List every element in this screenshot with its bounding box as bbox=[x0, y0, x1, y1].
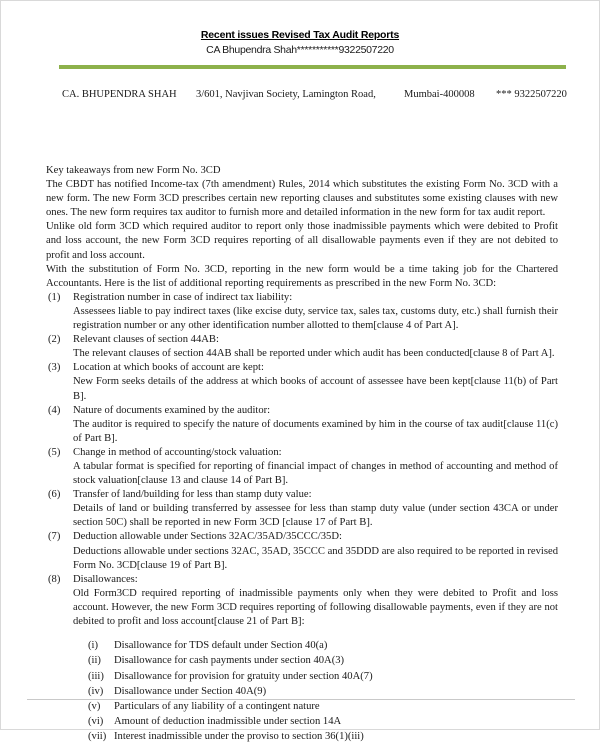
green-divider-rule bbox=[59, 65, 566, 69]
list-item-body: The auditor is required to specify the nature of documents examined by him in the course of tax audit[clause 11(c) of Part B]. bbox=[73, 418, 558, 444]
list-item bbox=[46, 361, 558, 403]
sublist-item-text: Disallowance for provision for gratuity under section 40A(7) bbox=[114, 670, 373, 682]
body-heading: Key takeaways from new Form No. 3CD bbox=[46, 165, 221, 176]
requirements-list bbox=[46, 291, 558, 629]
list-item-heading: Registration number in case of indirect tax liability: bbox=[73, 291, 293, 303]
list-item-marker: (2) bbox=[48, 334, 61, 346]
list-item-heading: Relevant clauses of section 44AB: bbox=[73, 334, 219, 346]
list-item-marker: (8) bbox=[48, 573, 61, 585]
sublist-item-text: Particulars of any liability of a contingent nature bbox=[114, 700, 320, 712]
list-item bbox=[46, 333, 558, 361]
list-item-body: Details of land or building transferred by assessee for less than stamp duty value (under section 43CA or under section 50C) shall be reported in new Form 3CD [clause 17 of Part B]. bbox=[73, 503, 558, 529]
sublist-item-text: Disallowance for TDS default under Section 40(a) bbox=[114, 640, 328, 652]
list-item-body: New Form seeks details of the address at which books of account of assessee have been kept[clause 11(b) of Part B]. bbox=[73, 376, 558, 402]
list-item-body: The relevant clauses of section 44AB shall be reported under which audit has been conducted[clause 8 of Part A]. bbox=[73, 348, 555, 360]
address-street: 3/601, Navjivan Society, Lamington Road, bbox=[196, 89, 376, 100]
document-body bbox=[46, 164, 558, 745]
list-item-body: A tabular format is specified for reporting of financial impact of changes in method of accounting and method of stock valuation[clause 13 and clause 14 of Part B]. bbox=[73, 460, 558, 487]
list-item-heading: Location at which books of account are kept: bbox=[73, 362, 264, 374]
list-item-marker: (7) bbox=[48, 531, 61, 543]
intro-paragraph: The CBDT has notified Income-tax (7th amendment) Rules, 2014 which substitutes the existing Form No. 3CD with a new form. The new Form 3CD prescribes certain new reporting clauses and substitutes some existing clauses with new ones. The new form requires tax auditor to furnish more and detailed information in the new form for tax audit report. bbox=[46, 179, 558, 219]
list-item-heading: Change in method of accounting/stock valuation: bbox=[73, 446, 282, 458]
intro-paragraph: With the substitution of Form No. 3CD, reporting in the new form would be a time taking job for the Chartered Accountants. Here is the list of additional reporting requirements as prescribed in the new Form No. 3CD: bbox=[46, 263, 558, 289]
intro-paragraph: Unlike old form 3CD which required auditor to report only those inadmissible payments which were debited to Profit and loss account, the new Form 3CD requires reporting of all disallowable payments even if they are not debited to profit and loss account. bbox=[46, 221, 558, 261]
address-name: CA. BHUPENDRA SHAH bbox=[62, 89, 177, 100]
list-item-heading: Deduction allowable under Sections 32AC/35AD/35CCC/35D: bbox=[73, 531, 342, 543]
sublist-item-marker: (iv) bbox=[88, 685, 104, 697]
list-item bbox=[46, 729, 558, 744]
list-item bbox=[46, 404, 558, 446]
intro-paragraphs bbox=[46, 178, 558, 291]
list-item-body: Assessees liable to pay indirect taxes (like excise duty, service tax, sales tax, customs duty, etc.) shall furnish their registration number or any other identification number allotted to them[clause 4 of Part A]. bbox=[73, 305, 558, 332]
sublist-item-text: Interest inadmissible under the proviso to section 36(1)(iii) bbox=[114, 731, 364, 743]
list-item bbox=[46, 488, 558, 530]
sublist-item-marker: (vi) bbox=[88, 716, 104, 728]
list-item-marker: (1) bbox=[48, 291, 61, 303]
sublist-item-text: Disallowance under Section 40A(9) bbox=[114, 685, 267, 697]
list-item-marker: (3) bbox=[48, 362, 61, 374]
disallowances-sublist bbox=[46, 638, 558, 744]
address-phone: *** 9322507220 bbox=[496, 89, 567, 100]
list-item-heading: Nature of documents examined by the auditor: bbox=[73, 404, 271, 416]
footer-divider-rule bbox=[27, 699, 575, 700]
letterhead-title: Recent issues Revised Tax Audit Reports bbox=[200, 29, 400, 41]
sublist-item-marker: (iii) bbox=[88, 670, 104, 682]
letterhead-subtitle: CA Bhupendra Shah***********9322507220 bbox=[206, 44, 394, 56]
list-item bbox=[46, 291, 558, 333]
list-item bbox=[46, 669, 558, 684]
sublist-item-text: Amount of deduction inadmissible under section 14A bbox=[114, 716, 342, 728]
sublist-item-marker: (ii) bbox=[88, 655, 101, 667]
list-item bbox=[46, 699, 558, 714]
address-city: Mumbai-400008 bbox=[404, 89, 475, 100]
list-item-marker: (5) bbox=[48, 446, 61, 458]
sublist-item-text: Disallowance for cash payments under section 40A(3) bbox=[114, 655, 345, 667]
list-item-body: Deductions allowable under sections 32AC, 35AD, 35CCC and 35DDD are also required to be reported in revised Form No. 3CD[clause 19 of Part B]. bbox=[73, 545, 558, 571]
sublist-item-marker: (v) bbox=[88, 700, 101, 712]
sublist-item-marker: (vii) bbox=[88, 731, 107, 743]
list-item-heading: Transfer of land/building for less than stamp duty value: bbox=[73, 489, 312, 501]
list-item-body: Old Form3CD required reporting of inadmissible payments only when they were debited to Profit and loss account. However, the new Form 3CD requires reporting of following disallowable payments, even if they are not debited to profit and loss account[clause 21 of Part B]: bbox=[73, 587, 558, 627]
list-item-marker: (6) bbox=[48, 489, 61, 501]
list-item bbox=[46, 653, 558, 668]
list-item bbox=[46, 530, 558, 572]
sublist-item-marker: (i) bbox=[88, 640, 98, 652]
list-item bbox=[46, 714, 558, 729]
list-item bbox=[46, 573, 558, 629]
list-item bbox=[46, 446, 558, 488]
list-item bbox=[46, 638, 558, 653]
list-item-marker: (4) bbox=[48, 404, 61, 416]
letterhead bbox=[1, 29, 599, 57]
list-item bbox=[46, 684, 558, 699]
list-item-heading: Disallowances: bbox=[73, 573, 138, 585]
